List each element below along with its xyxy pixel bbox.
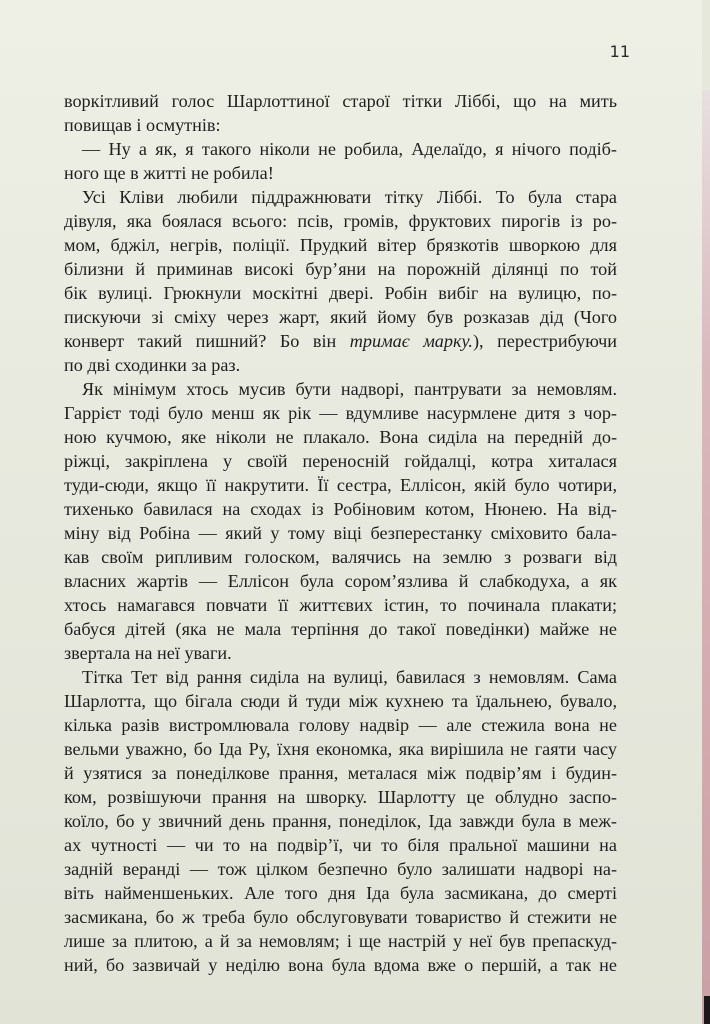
text-line: кілька разів вистромлювала голову надвір — але стежила вона не xyxy=(64,715,617,735)
text-line xyxy=(64,329,617,353)
text-line: ний, бо зазвичай у неділю вона була вдома вже о першій, а так не xyxy=(64,955,617,975)
text-line: ком, розвішуючи прання на шворку. Шарлотту це облудно заспо- xyxy=(64,787,617,807)
text-line: ного ще в житті не робила! xyxy=(64,163,274,183)
text-line: туди-сюди, якщо її накрутити. Її сестра, Еллісон, якій було чотири, xyxy=(64,475,617,495)
text-line: білизни й приминав високі бур’яни на порожній ділянці по той xyxy=(64,259,617,279)
text-line: міну від Робіна — який у тому віці безперестанку сміховито бала- xyxy=(64,523,617,543)
text-line: дівуля, яка боялася всього: псів, громів, фруктових пирогів із ро- xyxy=(64,211,617,231)
text-line: й узятися за понеділкове прання, металася між подвір’ям і будин- xyxy=(64,763,617,783)
text-line: по дві сходинки за раз. xyxy=(64,355,241,375)
text-line: Як мінімум хтось мусив бути надворі, пантрувати за немовлям. xyxy=(82,379,617,399)
text-line: ною кучмою, яке ніколи не плакало. Вона сиділа на передній до- xyxy=(64,427,617,447)
text-line: Шарлотта, що бігала сюди й туди між кухнею та їдальнею, бувало, xyxy=(64,691,617,711)
text-line: Усі Кліви любили піддражнювати тітку Ліббі. То була стара xyxy=(82,187,617,207)
text-line: віть найменшеньких. Але того дня Іда була засмикана, до смерті xyxy=(64,883,617,903)
text-line: Тітка Тет від рання сиділа на вулиці, бавилася з немовлям. Сама xyxy=(82,667,617,687)
text-line: хтось намагався повчати її життєвих істин, то починала плакати; xyxy=(64,595,617,615)
text-line: Гаррієт тоді було менш як рік — вдумливе насурмлене дитя з чор- xyxy=(64,403,617,423)
text-line: тихенько бавилася на сходах із Робіновим котом, Нюнею. На від- xyxy=(64,499,617,519)
text-line: воркітливий голос Шарлоттиної старої тітки Ліббі, що на мить xyxy=(64,91,617,111)
text-line: вельми уважно, бо Іда Ру, їхня економка, яка вирішила не гаяти часу xyxy=(64,739,617,759)
text-segment: ), перестрибуючи xyxy=(472,331,618,351)
text-line: бік вулиці. Грюкнули москітні двері. Робін вибіг на вулицю, по- xyxy=(64,283,617,303)
text-line: власних жартів — Еллісон була сором’язлива й слабкодуха, а як xyxy=(64,571,617,591)
page-edge xyxy=(702,90,710,1024)
text-line: пискуючи зі сміху через жарт, який йому був розказав дід (Чого xyxy=(64,307,617,327)
text-segment: конверт такий пишний? Бо він xyxy=(64,331,350,351)
italic-segment: тримає марку. xyxy=(349,331,473,351)
text-line: мом, бджіл, негрів, поліції. Прудкий вітер брязкотів шворкою для xyxy=(64,235,617,255)
text-line: кав своїм рипливим голоском, валячись на землю з розваги від xyxy=(64,547,617,567)
text-line: звертала на неї уваги. xyxy=(64,643,232,663)
body-text xyxy=(64,89,617,977)
text-line: бабуся дітей (яка не мала терпіння до такої поведінки) майже не xyxy=(64,619,617,639)
text-line: ах чутності — чи то на подвір’ї, чи то біля пральної машини на xyxy=(64,835,617,855)
text-line: задній веранді — тож цілком безпечно було залишати надворі на- xyxy=(64,859,617,879)
text-line: лише за плитою, а й за немовлям; і ще настрій у неї був препаскуд- xyxy=(64,931,617,951)
text-line: ріжці, закріплена у своїй переносній гойдалці, котра хиталася xyxy=(64,451,617,471)
page-number: 11 xyxy=(609,42,630,61)
page-edge-shadow xyxy=(704,996,710,1024)
text-line: коїло, бо у звичний день прання, понеділок, Іда завжди була в меж- xyxy=(64,811,617,831)
text-line: — Ну а як, я такого ніколи не робила, Аделаїдо, я нічого подіб- xyxy=(82,139,617,159)
text-line: засмикана, бо ж треба було обслуговувати товариство й стежити не xyxy=(64,907,617,927)
text-line: повищав і осмутнів: xyxy=(64,115,221,135)
